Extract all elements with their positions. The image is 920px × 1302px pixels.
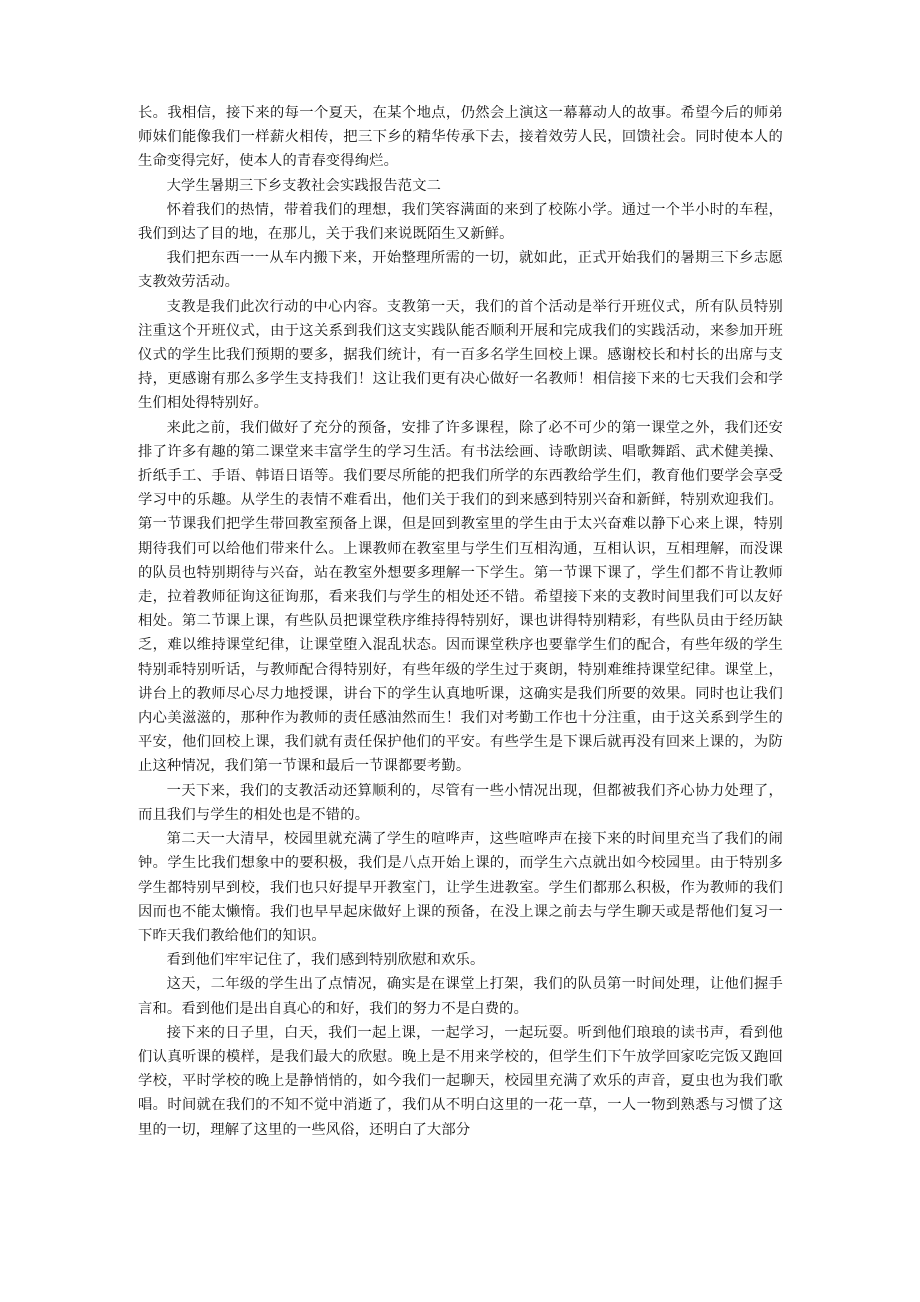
paragraph-7: 一天下来，我们的支教活动还算顺利的，尽管有一些小情况出现，但都被我们齐心协力处理了，而且我们与学生的相处也是不错的。 [138,782,783,823]
paragraph-11: 接下来的日子里，白天，我们一起上课，一起学习，一起玩耍。听到他们琅琅的读书声，看到他们认真听课的模样，是我们最大的欣慰。晚上是不用来学校的，但学生们下午放学回家吃完饭又跑回学校，平时学校的晚上是静悄悄的，如今我们一起聊天，校园里充满了欢乐的声音，夏虫也为我们歌唱。时间就在我们的不知不觉中消逝了，我们从不明白这里的一花一草，一人一物到熟悉与习惯了这里的一切，理解了这里的一些风俗，还明白了大部分 [138,1024,783,1138]
paragraph-10: 这天，二年级的学生出了点情况，确实是在课堂上打架，我们的队员第一时间处理，让他们握手言和。看到他们是出自真心的和好，我们的努力不是白费的。 [138,976,783,1017]
paragraph-4: 我们把东西一一从车内搬下来，开始整理所需的一切，就如此，正式开始我们的暑期三下乡志愿支教效劳活动。 [138,250,783,291]
paragraph-8: 第二天一大清早，校园里就充满了学生的喧哗声，这些喧哗声在接下来的时间里充当了我们的闹钟。学生比我们想象中的要积极，我们是八点开始上课的，而学生六点就出如今校园里。由于特别多学生都特别早到校，我们也只好提早开教室门，让学生进教室。学生们都那么积极，作为教师的我们因而也不能太懒惰。我们也早早起床做好上课的预备，在没上课之前去与学生聊天或是帮他们复习一下昨天我们教给他们的知识。 [138,831,783,944]
paragraph-5: 支教是我们此次行动的中心内容。支教第一天，我们的首个活动是举行开班仪式，所有队员特别注重这个开班仪式，由于这关系到我们这支实践队能否顺利开展和完成我们的实践活动，来参加开班仪式的学生比我们预期的要多，据我们统计，有一百多名学生回校上课。感谢校长和村长的出席与支持，更感谢有那么多学生支持我们！这让我们更有决心做好一名教师！相信接下来的七天我们会和学生们相处得特别好。 [138,298,783,412]
paragraph-9: 看到他们牢牢记住了，我们感到特别欣慰和欢乐。 [166,952,485,969]
paragraph-1: 长。我相信，接下来的每一个夏天，在某个地点，仍然会上演这一幕幕动人的故事。希望今后的师弟师妹们能像我们一样薪火相传，把三下乡的精华传承下去，接着效劳人民，回馈社会。同时使本人的生命变得完好，使本人的青春变得绚烂。 [138,105,783,170]
document-body [138,101,783,1142]
paragraph-6: 来此之前，我们做好了充分的预备，安排了许多课程，除了必不可少的第一课堂之外，我们还安排了许多有趣的第二课堂来丰富学生的学习生活。有书法绘画、诗歌朗读、唱歌舞蹈、武术健美操、折纸手工、手语、韩语日语等。我们要尽所能的把我们所学的东西教给学生们，教育他们要学会享受学习中的乐趣。从学生的表情不难看出，他们关于我们的到来感到特别兴奋和新鲜，特别欢迎我们。第一节课我们把学生带回教室预备上课，但是回到教室里的学生由于太兴奋难以静下心来上课，特别期待我们可以给他们带来什么。上课教师在教室里与学生们互相沟通，互相认识，互相理解，而没课的队员也特别期待与兴奋，站在教室外想要多理解一下学生。第一节课下课了，学生们都不肯让教师走，拉着教师征询这征询那，看来我们与学生的相处还不错。希望接下来的支教时间里我们可以友好相处。第二节课上课，有些队员把课堂秩序维持得特别好，课也讲得特别精彩，有些队员由于经历缺乏，难以维持课堂纪律，让课堂堕入混乱状态。因而课堂秩序也要靠学生们的配合，有些年级的学生特别乖特别听话，与教师配合得特别好，有些年级的学生过于爽朗，特别难维持课堂纪律。课堂上，讲台上的教师尽心尽力地授课，讲台下的学生认真地听课，这确实是我们所要的效果。同时也让我们内心美滋滋的，那种作为教师的责任感油然而生！我们对考勤工作也十分注重，由于这关系到学生的平安，他们回校上课，我们就有责任保护他们的平安。有些学生是下课后就再没有回来上课的，为防止这种情况，我们第一节课和最后一节课都要考勤。 [138,419,783,775]
paragraph-3: 怀着我们的热情，带着我们的理想，我们笑容满面的来到了校陈小学。通过一个半小时的车程，我们到达了目的地，在那儿，关于我们来说既陌生又新鲜。 [138,201,783,243]
section-heading: 大学生暑期三下乡支教社会实践报告范文二 [166,177,442,194]
